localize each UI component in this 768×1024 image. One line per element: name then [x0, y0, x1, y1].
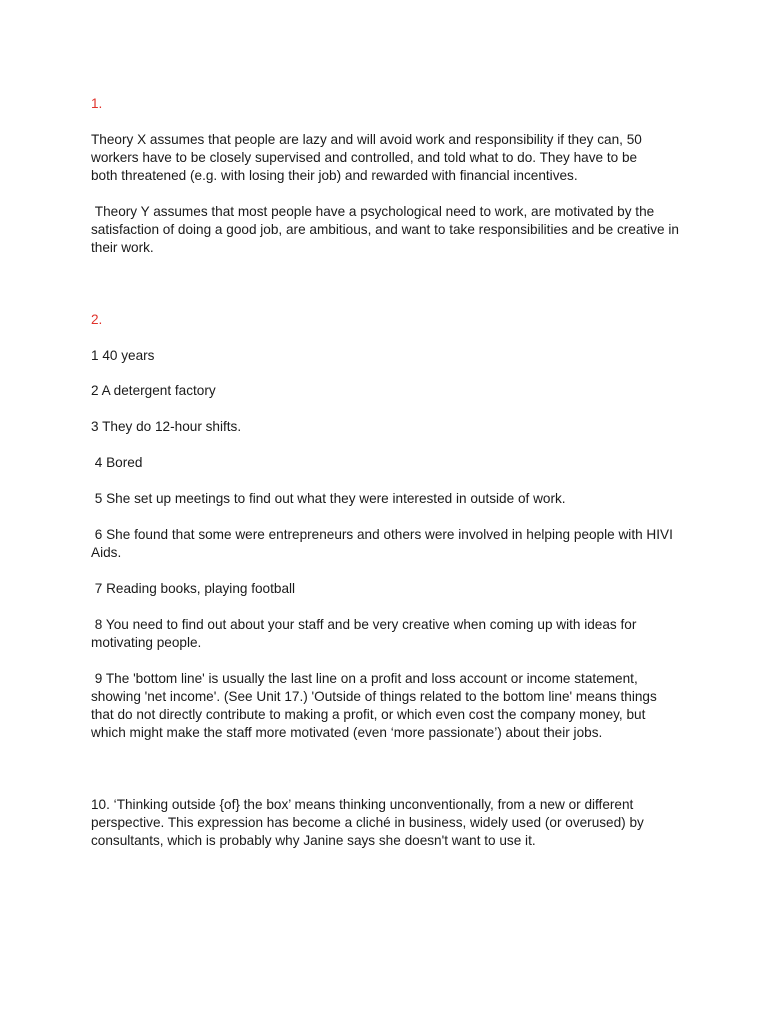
- answer-1: 1 40 years: [91, 348, 155, 363]
- answer-4: 4 Bored: [91, 455, 143, 470]
- theory-y-paragraph: Theory Y assumes that most people have a psychological need to work, are motivated by the satisfaction of doing a good job, are ambitious, and want to take responsibilities and be creative in their work.: [91, 204, 683, 255]
- answer-6: 6 She found that some were entrepreneurs and others were involved in helping people with HIVI Aids.: [91, 527, 676, 560]
- answer-2: 2 A detergent factory: [91, 383, 216, 398]
- section-1-number: 1.: [91, 96, 103, 111]
- answer-3: 3 They do 12-hour shifts.: [91, 419, 242, 434]
- answer-9: 9 The 'bottom line' is usually the last line on a profit and loss account or income statement, showing 'net income'. (See Unit 17.) 'Outside of things related to the bottom line' means things that do not directly contribute to making a profit, or which even cost the company money, but which might make the staff more motivated (even ‘more passionate’) about their jobs.: [91, 671, 661, 740]
- theory-x-paragraph: Theory X assumes that people are lazy and will avoid work and responsibility if they can, 50 workers have to be closely supervised and controlled, and told what to do. They have to be both threatened (e.g. with losing their job) and rewarded with financial incentives.: [91, 132, 646, 183]
- section-2-number: 2.: [91, 312, 103, 327]
- document-page: [91, 93, 691, 850]
- answer-7: 7 Reading books, playing football: [91, 581, 296, 596]
- answer-8: 8 You need to find out about your staff and be very creative when coming up with ideas for motivating people.: [91, 617, 641, 650]
- answer-5: 5 She set up meetings to find out what they were interested in outside of work.: [91, 491, 566, 506]
- answer-10: 10. ‘Thinking outside {of} the box’ means thinking unconventionally, from a new or different perspective. This expression has become a cliché in business, widely used (or overused) by consultants, which is probably why Janine says she doesn't want to use it.: [91, 797, 648, 848]
